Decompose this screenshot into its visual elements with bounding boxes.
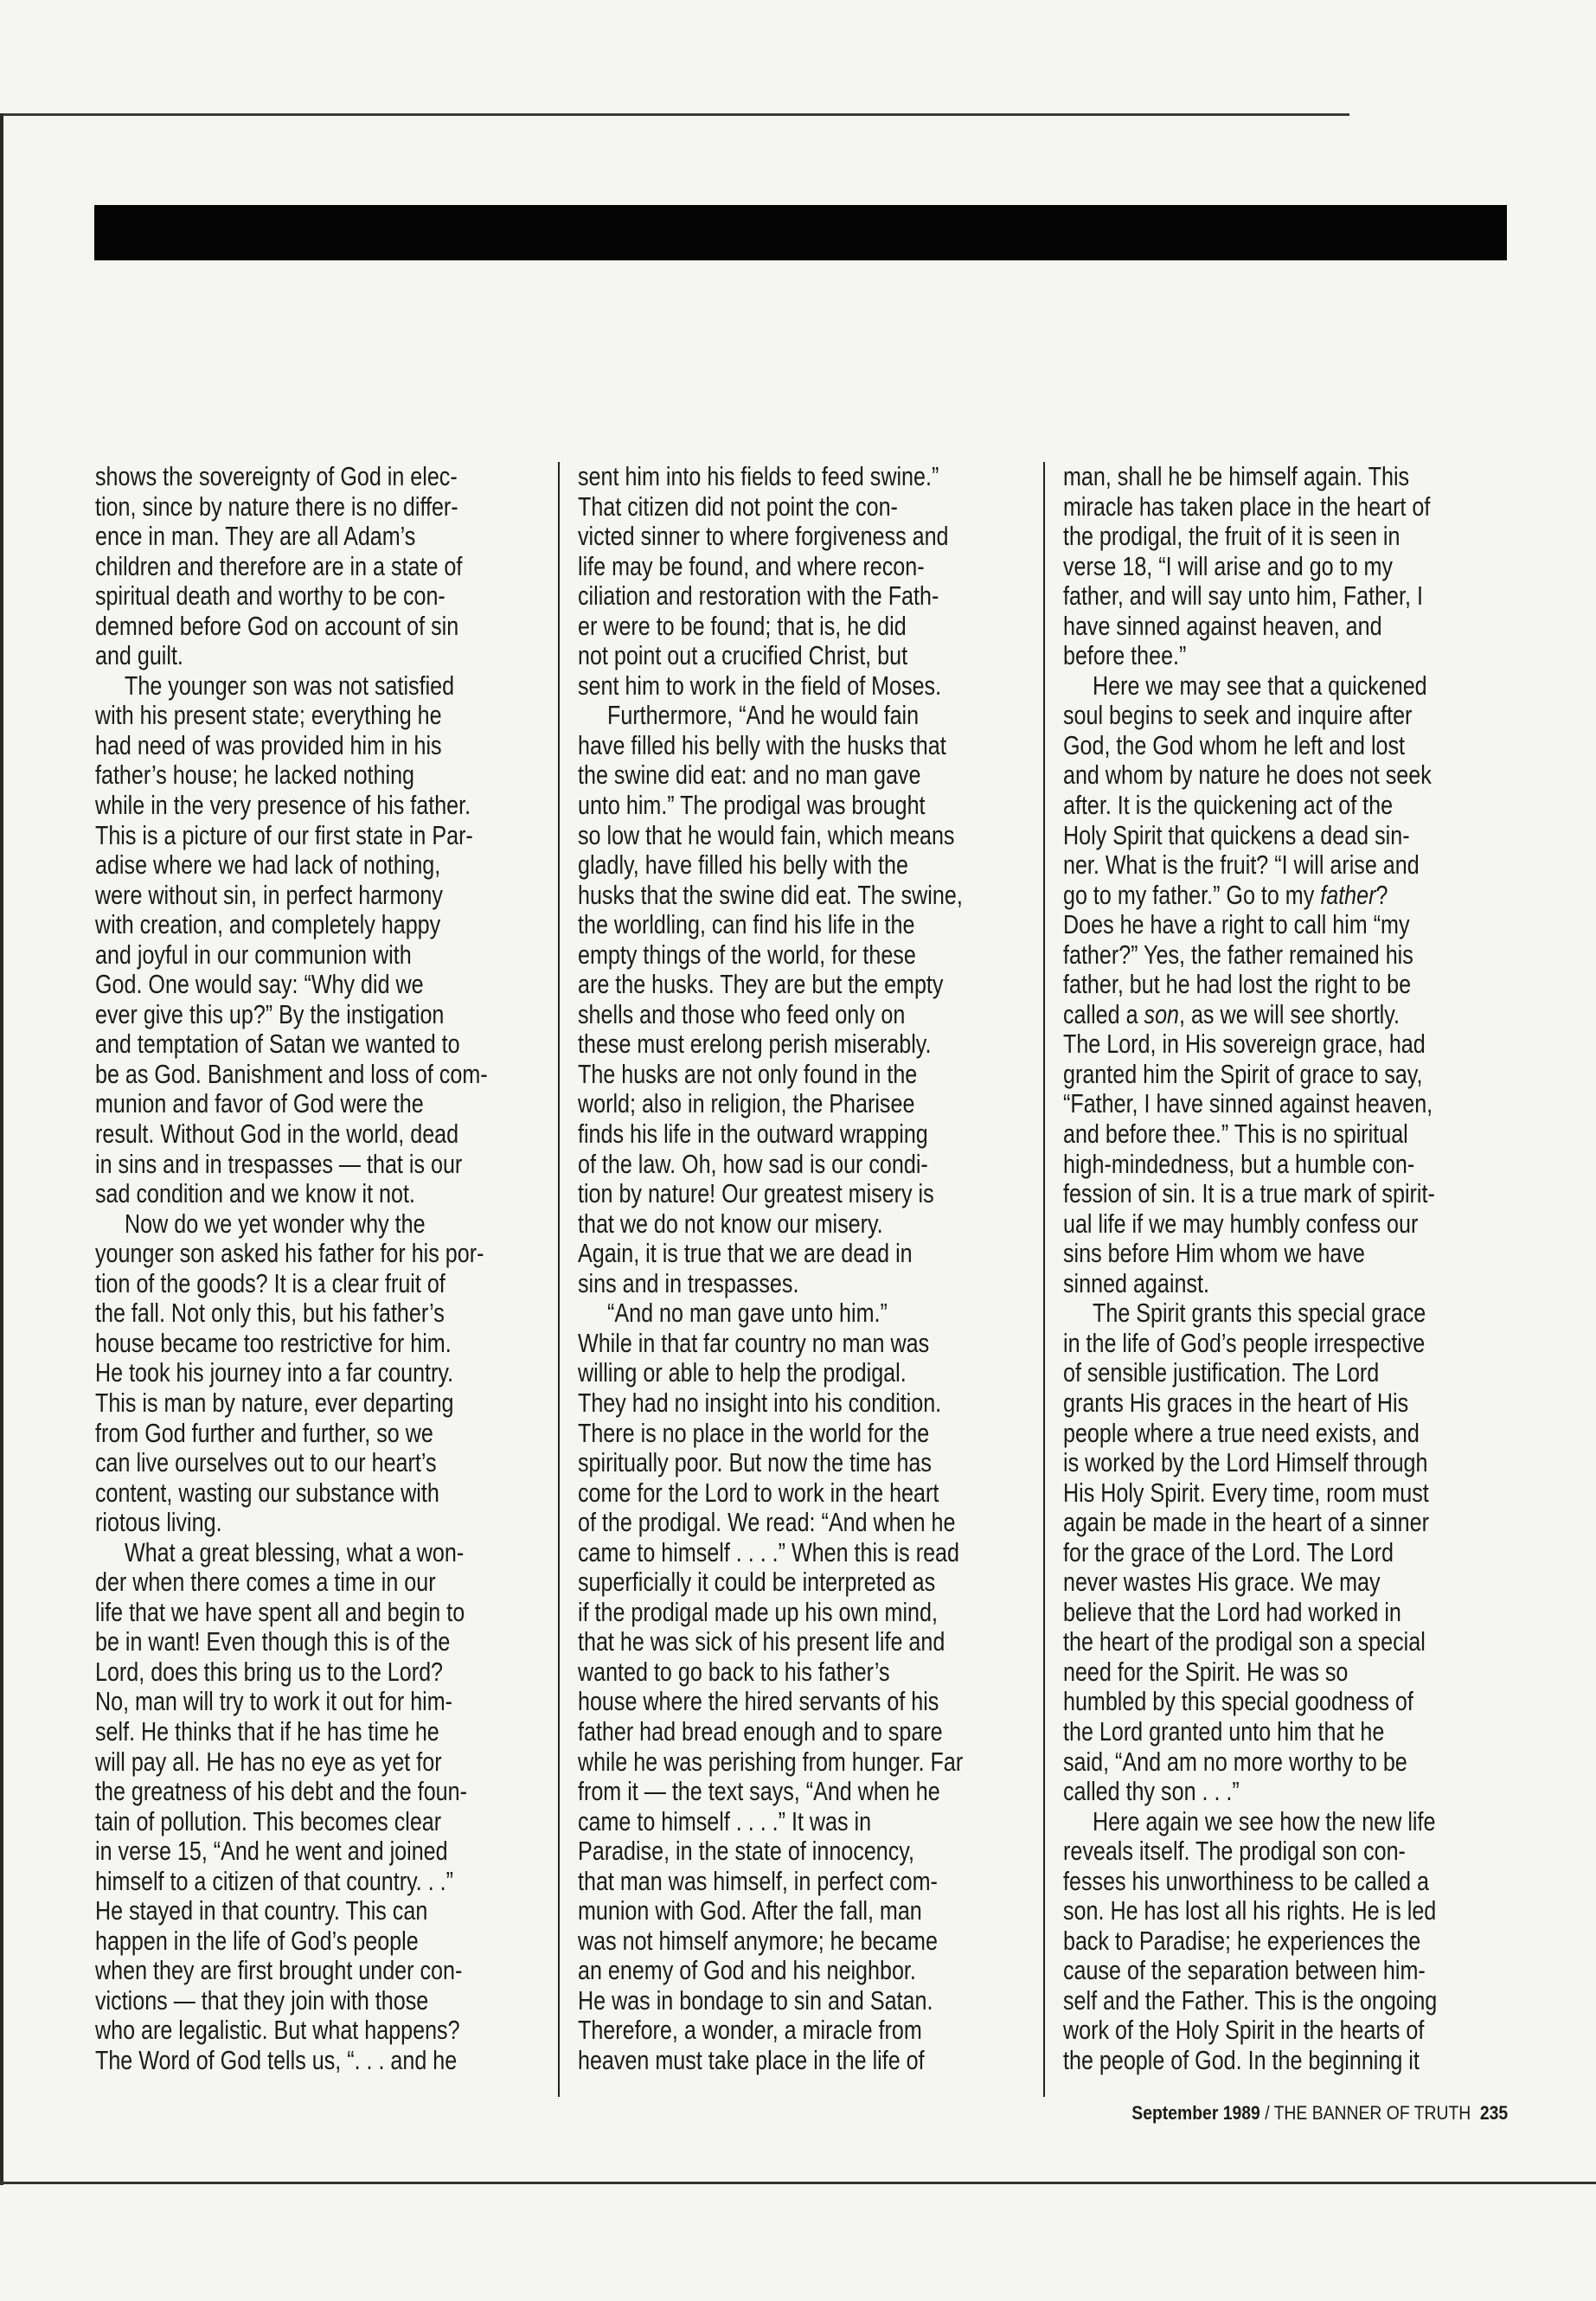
text-segment: , as we will see shortly. [1179,998,1400,1029]
text-line: the heart of the prodigal son a special [1063,1626,1426,1657]
text-line: They had no insight into his condition. [578,1387,942,1418]
text-line: world; also in religion, the Pharisee [578,1088,915,1119]
text-line: wanted to go back to his father’s [578,1656,890,1687]
text-line: the fall. Not only this, but his father’s [95,1298,445,1329]
text-line: is worked by the Lord Himself through [1063,1447,1428,1478]
header-black-bar [94,205,1507,260]
text-line: content, wasting our substance with [95,1477,439,1508]
text-column-1 [95,462,545,2076]
text-line: have sinned against heaven, and [1063,610,1382,641]
text-line: believe that the Lord had worked in [1063,1596,1401,1627]
text-line: reveals itself. The prodigal son con- [1063,1836,1406,1867]
text-line: No, man will try to work it out for him- [95,1686,453,1717]
text-line: had need of was provided him in his [95,729,442,760]
text-line: demned before God on account of sin [95,610,459,641]
text-line: while in the very presence of his father. [95,790,471,821]
text-line: finds his life in the outward wrapping [578,1118,928,1150]
text-line: Furthermore, “And he would fain [607,700,920,731]
text-line: cause of the separation between him- [1063,1955,1426,1986]
text-line: sent him into his fields to feed swine.” [578,461,939,491]
text-line: the swine did eat: and no man gave [578,760,921,791]
text-line: superficially it could be interpreted as [578,1567,936,1598]
text-line: with creation, and completely happy [95,909,441,940]
text-line: The younger son was not satisfied [125,670,455,701]
text-line: father, but he had lost the right to be [1063,969,1412,1000]
text-line: father had bread enough and to spare [578,1715,943,1747]
text-line: While in that far country no man was [578,1327,930,1358]
page-edge-bottom [0,2182,1596,2184]
text-line: came to himself . . . .” It was in [578,1805,872,1836]
text-line: be as God. Banishment and loss of com- [95,1058,488,1089]
text-column-2 [578,462,1028,2076]
text-line: The Word of God tells us, “. . . and he [95,2044,458,2075]
text-line: are the husks. They are but the empty [578,969,944,1000]
text-line: sad condition and we know it not. [95,1178,415,1209]
text-line: “And no man gave unto him.” [607,1298,888,1329]
text-line: fession of sin. It is a true mark of spirit- [1063,1178,1435,1209]
text-line: for the grace of the Lord. The Lord [1063,1536,1394,1567]
text-line: sins before Him whom we have [1063,1238,1365,1269]
text-line: His Holy Spirit. Every time, room must [1063,1477,1429,1508]
text-line: need for the Spirit. He was so [1063,1656,1349,1687]
text-line: Here again we see how the new life [1093,1805,1436,1836]
text-line: after. It is the quickening act of the [1063,790,1394,821]
text-line: an enemy of God and his neighbor. [578,1955,916,1986]
text-line: ence in man. They are all Adam’s [95,521,416,552]
text-line: husks that the swine did eat. The swine, [578,879,963,910]
text-line: victions — that they join with those [95,1984,429,2016]
text-line: gladly, have filled his belly with the [578,849,908,881]
text-line: father?” Yes, the father remained his [1063,939,1413,970]
text-line: who are legalistic. But what happens? [95,2015,460,2046]
text-line: That citizen did not point the con- [578,490,898,522]
text-line: Again, it is true that we are dead in [578,1238,913,1269]
text-line: that man was himself, in perfect com- [578,1865,938,1896]
footer-date: September 1989 [1131,2102,1260,2124]
text-line: these must erelong perish miserably. [578,1029,932,1060]
text-line: and before thee.” This is no spiritual [1063,1118,1408,1150]
text-line: from it — the text says, “And when he [578,1776,940,1807]
text-line: so low that he would fain, which means [578,819,955,850]
text-line: in the life of God’s people irrespective [1063,1327,1426,1358]
text-line: He was in bondage to sin and Satan. [578,1984,933,2016]
text-line: riotous living. [95,1507,222,1538]
text-line: soul begins to seek and inquire after [1063,700,1413,731]
text-line: not point out a crucified Christ, but [578,640,908,671]
text-line: when they are first brought under con- [95,1955,463,1986]
text-line: Therefore, a wonder, a miracle from [578,2015,922,2046]
text-line: back to Paradise; he experiences the [1063,1925,1421,1956]
text-line: shells and those who feed only on [578,998,906,1029]
text-line: tain of pollution. This becomes clear [95,1805,442,1836]
text-line: the greatness of his debt and the foun- [95,1776,467,1807]
text-line: the prodigal, the fruit of it is seen in [1063,521,1401,552]
text-line: of sensible justification. The Lord [1063,1357,1380,1388]
text-line: He stayed in that country. This can [95,1895,428,1926]
text-line: sent him to work in the field of Moses. [578,670,942,701]
text-line: and joyful in our communion with [95,939,412,970]
text-line: ner. What is the fruit? “I will arise and [1063,849,1420,881]
column-rule [1043,462,1045,2097]
text-line: adise where we had lack of nothing, [95,849,441,881]
text-line: The husks are not only found in the [578,1058,918,1089]
text-line: life that we have spent all and begin to [95,1596,465,1627]
text-column-3 [1063,462,1513,2076]
text-line: of the prodigal. We read: “And when he [578,1507,956,1538]
text-line: sinned against. [1063,1267,1209,1298]
column-rule [558,462,560,2097]
text-line: the Lord granted unto him that he [1063,1715,1385,1747]
text-line: tion of the goods? It is a clear fruit of [95,1267,445,1298]
text-line: verse 18, “I will arise and go to my [1063,550,1393,581]
text-line: and temptation of Satan we wanted to [95,1029,460,1060]
text-line: granted him the Spirit of grace to say, [1063,1058,1423,1089]
text-segment: go to my father.” Go to my [1063,879,1321,910]
text-line [1063,881,1427,911]
text-line: before thee.” [1063,640,1187,671]
text-line: children and therefore are in a state of [95,550,463,581]
text-line: while he was perishing from hunger. Far [578,1746,964,1777]
text-line: The Lord, in His sovereign grace, had [1063,1029,1426,1060]
text-line: God. One would say: “Why did we [95,969,424,1000]
text-line: Now do we yet wonder why the [125,1208,426,1239]
footer-separator: / [1259,2102,1274,2124]
text-line: were without sin, in perfect harmony [95,879,443,910]
text-line: heaven must take place in the life of [578,2044,925,2075]
text-line: again be made in the heart of a sinner [1063,1507,1429,1538]
text-line: shows the sovereignty of God in elec- [95,461,458,491]
text-line: father’s house; he lacked nothing [95,760,415,791]
text-line: in verse 15, “And he went and joined [95,1836,448,1867]
text-line: the people of God. In the beginning it [1063,2044,1420,2075]
text-line: empty things of the world, for these [578,939,916,970]
text-line: ual life if we may humbly confess our [1063,1208,1419,1239]
text-line: unto him.” The prodigal was brought [578,790,926,821]
text-line: der when there comes a time in our [95,1567,436,1598]
text-line: self. He thinks that if he has time he [95,1715,439,1747]
text-line: This is man by nature, ever departing [95,1387,454,1418]
text-line: himself to a citizen of that country. . .” [95,1865,454,1896]
text-segment: called a [1063,998,1144,1029]
text-line: with his present state; everything he [95,700,442,731]
text-line: that we do not know our misery. [578,1208,883,1239]
text-line: life may be found, and where recon- [578,550,925,581]
text-line: the worldling, can find his life in the [578,909,915,940]
text-line: munion and favor of God were the [95,1088,424,1119]
text-line: of the law. Oh, how sad is our condi- [578,1148,928,1179]
text-line: from God further and further, so we [95,1417,433,1448]
text-line: er were to be found; that is, he did [578,610,907,641]
text-line: miracle has taken place in the heart of [1063,490,1431,522]
text-line: and whom by nature he does not seek [1063,760,1432,791]
text-line: fesses his unworthiness to be called a [1063,1865,1429,1896]
text-line: happen in the life of God’s people [95,1925,419,1956]
text-line: Lord, does this bring us to the Lord? [95,1656,444,1687]
text-line: self and the Father. This is the ongoing [1063,1984,1438,2016]
text-line: came to himself . . . .” When this is read [578,1536,959,1567]
text-line: He took his journey into a far country. [95,1357,454,1388]
text-line: if the prodigal made up his own mind, [578,1596,938,1627]
text-line: There is no place in the world for the [578,1417,930,1448]
text-line: son. He has lost all his rights. He is led [1063,1895,1437,1926]
text-line: grants His graces in the heart of His [1063,1387,1409,1418]
text-line: never wastes His grace. We may [1063,1567,1381,1598]
text-line: Holy Spirit that quickens a dead sin- [1063,819,1410,850]
text-line: humbled by this special goodness of [1063,1686,1413,1717]
text-line: ever give this up?” By the instigation [95,998,445,1029]
text-line: ciliation and restoration with the Fath- [578,580,939,612]
page-edge-top [0,113,1349,116]
text-line: What a great blessing, what a won- [125,1536,465,1567]
text-line: and guilt. [95,640,183,671]
italic-word: father [1320,879,1376,910]
text-line: willing or able to help the prodigal. [578,1357,907,1388]
text-line: “Father, I have sinned against heaven, [1063,1088,1433,1119]
text-line: people where a true need exists, and [1063,1417,1420,1448]
text-line: have filled his belly with the husks that [578,729,946,760]
text-line: younger son asked his father for his por- [95,1238,484,1269]
text-line: result. Without God in the world, dead [95,1118,459,1150]
footer-publication: THE BANNER OF TRUTH [1273,2102,1471,2124]
text-line: Does he have a right to call him “my [1063,909,1410,940]
text-line: This is a picture of our first state in Par- [95,819,473,850]
text-line: be in want! Even though this is of the [95,1626,451,1657]
text-line: spiritual death and worthy to be con- [95,580,445,612]
text-segment: ? [1375,879,1388,910]
page-footer [1131,2102,1508,2125]
text-line: man, shall he be himself again. This [1063,461,1410,491]
text-line: house where the hired servants of his [578,1686,939,1717]
text-line: will pay all. He has no eye as yet for [95,1746,442,1777]
text-line: munion with God. After the fall, man [578,1895,922,1926]
page-number: 235 [1479,2102,1508,2124]
text-line: work of the Holy Spirit in the hearts of [1063,2015,1425,2046]
text-line: high-mindedness, but a humble con- [1063,1148,1415,1179]
text-line: house became too restrictive for him. [95,1327,452,1358]
text-line: victed sinner to where forgiveness and [578,521,949,552]
italic-word: son [1144,998,1180,1029]
text-line: come for the Lord to work in the heart [578,1477,939,1508]
text-line: The Spirit grants this special grace [1093,1298,1426,1329]
text-line: sins and in trespasses. [578,1267,799,1298]
text-line [1063,1000,1427,1030]
text-line: Paradise, in the state of innocency, [578,1836,914,1867]
text-line: God, the God whom he left and lost [1063,729,1406,760]
text-line: Here we may see that a quickened [1093,670,1427,701]
text-line: that he was sick of his present life and [578,1626,945,1657]
text-line: called thy son . . .” [1063,1776,1240,1807]
text-line: tion by nature! Our greatest misery is [578,1178,934,1209]
text-line: can live ourselves out to our heart’s [95,1447,437,1478]
text-line: was not himself anymore; he became [578,1925,938,1956]
text-line: said, “And am no more worthy to be [1063,1746,1407,1777]
page-edge-left [0,113,3,2185]
text-line: spiritually poor. But now the time has [578,1447,932,1478]
text-line: tion, since by nature there is no differ- [95,490,458,522]
text-line: in sins and in trespasses — that is our [95,1148,463,1179]
text-line: father, and will say unto him, Father, I [1063,580,1423,612]
